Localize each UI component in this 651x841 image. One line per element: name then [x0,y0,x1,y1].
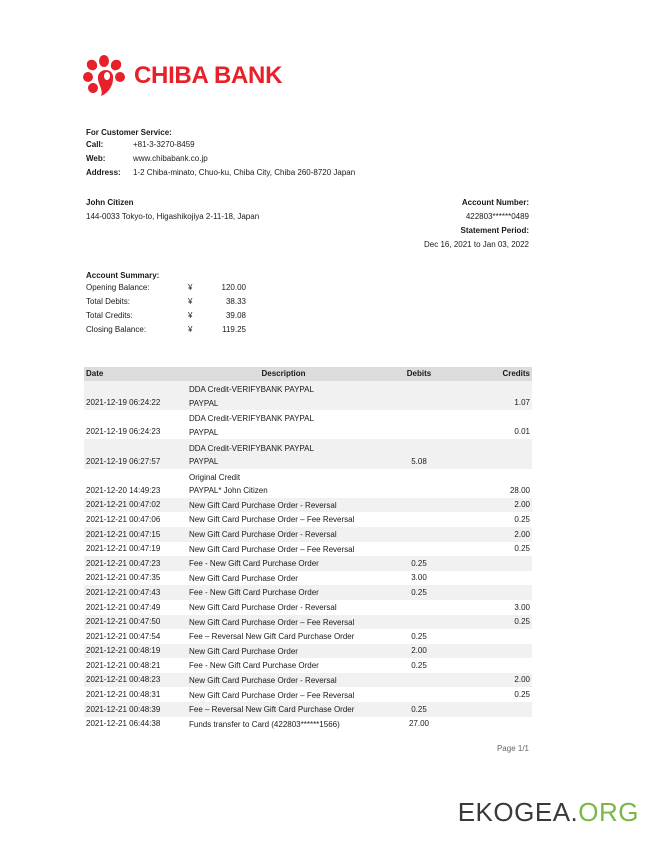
cell-date: 2021-12-21 00:47:54 [86,631,161,641]
cell-debit [380,512,458,527]
description-line: New Gift Card Purchase Order - Reversal [189,675,337,685]
description-line: New Gift Card Purchase Order – Fee Reversal [189,690,355,700]
cell-description [187,410,380,439]
cell-date: 2021-12-21 00:47:23 [84,556,187,571]
cell-debit: 2.00 [380,644,458,659]
description-line: New Gift Card Purchase Order [189,573,298,583]
description-line: Fee – Reversal New Gift Card Purchase Order [189,705,355,715]
cell-description [187,556,380,571]
table-row [84,687,532,702]
cell-date: 2021-12-21 00:47:50 [84,615,187,630]
cell-credit [458,556,532,571]
call-label: Call: [86,140,104,149]
table-row [84,571,532,586]
bank-logo [82,54,292,98]
table-header-row [84,367,532,381]
cell-description [187,585,380,600]
table-row [84,658,532,673]
cell-credit: 2.00 [458,498,532,513]
description-line: New Gift Card Purchase Order – Fee Reversal [189,617,355,627]
cell-description [187,571,380,586]
summary-label: Closing Balance: [86,325,147,334]
cell-credit: 2.00 [458,673,532,688]
cell-debit [380,381,458,410]
watermark [458,797,639,828]
cell-credit [458,571,532,586]
customer-name: John Citizen [86,198,134,207]
transactions-table [84,367,532,731]
table-row [84,381,532,410]
watermark-text: EKOGEA. [457,797,579,827]
cell-credit: 0.25 [514,690,530,700]
summary-row [86,297,246,311]
summary-row [86,325,246,339]
table-row [84,644,532,659]
description-line: PAYPAL [189,457,219,467]
cell-description [187,527,380,542]
cell-debit: 0.25 [411,631,427,641]
cell-description [187,469,380,498]
cell-date: 2021-12-21 00:48:19 [84,644,187,659]
table-row [84,498,532,513]
statement-period: Dec 16, 2021 to Jan 03, 2022 [424,240,529,249]
summary-row [86,283,246,297]
summary-currency: ¥ [188,297,193,306]
header-credits: Credits [458,367,532,381]
cell-debit [380,615,458,630]
cell-description [187,600,380,615]
cell-debit [380,687,458,702]
description-line: New Gift Card Purchase Order – Fee Reversal [189,544,355,554]
table-row [84,469,532,498]
table-row [84,600,532,615]
cell-date: 2021-12-21 00:48:39 [84,702,187,717]
description-line: PAYPAL* John Citizen [189,486,268,496]
description-line: Fee - New Gift Card Purchase Order [189,559,319,569]
cell-date: 2021-12-21 00:47:06 [86,514,161,524]
transactions-body [84,381,532,731]
summary-value: 120.00 [221,283,246,292]
table-row [84,717,532,732]
header-date: Date [84,367,187,381]
description-line: Original Credit [189,472,241,482]
web-link[interactable]: www.chibabank.co.jp [133,154,208,163]
summary-currency: ¥ [188,311,193,320]
cell-date: 2021-12-21 00:48:23 [84,673,187,688]
cell-debit: 0.25 [411,660,427,670]
cell-description [187,629,380,644]
summary-value: 38.33 [225,297,246,306]
description-line: Fee - New Gift Card Purchase Order [189,661,319,671]
description-line: DDA Credit-VERIFYBANK PAYPAL [189,414,314,424]
page-number: Page 1/1 [496,744,529,753]
table-row [84,615,532,630]
cell-debit [380,673,458,688]
table-row [84,527,532,542]
customer-address: 144-0033 Tokyo-to, Higashikojiya 2-11-18, Japan [86,212,260,221]
table-row [84,556,532,571]
cell-debit: 0.25 [380,702,458,717]
cell-description [187,687,380,702]
description-line: New Gift Card Purchase Order [189,646,298,656]
bank-name: CHIBA BANK [134,62,283,89]
cell-credit [458,585,532,600]
cell-description [187,673,380,688]
cell-debit: 0.25 [380,556,458,571]
description-line: New Gift Card Purchase Order - Reversal [189,530,337,540]
cell-description [187,498,380,513]
description-line: New Gift Card Purchase Order – Fee Reversal [189,515,355,525]
cell-date: 2021-12-21 00:47:02 [84,498,187,513]
cell-credit: 2.00 [458,527,532,542]
description-line: Funds transfer to Card (422803******1566) [189,719,340,729]
chiba-bank-flower-icon [82,54,128,98]
description-line: New Gift Card Purchase Order - Reversal [189,500,337,510]
cell-description [187,658,380,673]
cell-credit [458,658,532,673]
table-row [84,702,532,717]
cell-debit [380,469,458,498]
cell-date: 2021-12-19 06:24:23 [86,427,161,437]
summary-label: Total Debits: [86,297,131,306]
summary-currency: ¥ [188,283,193,292]
cell-date: 2021-12-21 00:47:35 [86,573,161,583]
cell-debit [380,600,458,615]
table-row [84,410,532,439]
cell-credit: 0.25 [514,514,530,524]
bank-address: 1-2 Chiba-minato, Chuo-ku, Chiba City, Chiba 260-8720 Japan [133,168,356,177]
cell-credit: 3.00 [514,602,530,612]
cell-date: 2021-12-19 06:27:57 [84,439,187,468]
table-row [84,629,532,644]
statement-period-label: Statement Period: [460,226,529,235]
description-line: PAYPAL [189,398,219,408]
address-label: Address: [86,168,121,177]
cell-date: 2021-12-21 00:47:15 [84,527,187,542]
description-line: Fee – Reversal New Gift Card Purchase Order [189,632,355,642]
call-number[interactable]: +81-3-3270-8459 [133,140,195,149]
description-line: DDA Credit-VERIFYBANK PAYPAL [189,385,314,395]
cell-description [187,702,380,717]
cell-description [187,381,380,410]
summary-label: Total Credits: [86,311,133,320]
summary-value: 119.25 [222,325,246,334]
web-label: Web: [86,154,106,163]
header-debits: Debits [380,367,458,381]
customer-service-title: For Customer Service: [86,128,172,137]
summary-currency: ¥ [188,325,193,334]
cell-credit [458,717,532,732]
cell-credit: 0.25 [458,615,532,630]
summary-label: Opening Balance: [86,283,150,292]
cell-date: 2021-12-21 00:47:19 [86,544,161,554]
cell-debit [380,527,458,542]
cell-credit [458,644,532,659]
cell-date: 2021-12-20 14:49:23 [86,485,161,495]
table-row [84,673,532,688]
cell-debit: 0.25 [380,585,458,600]
cell-debit: 5.08 [380,439,458,468]
account-summary-title: Account Summary: [86,271,160,280]
description-line: PAYPAL [189,427,219,437]
cell-date: 2021-12-21 00:48:31 [86,690,161,700]
cell-debit [380,410,458,439]
description-line: Fee - New Gift Card Purchase Order [189,588,319,598]
cell-date: 2021-12-21 00:47:43 [84,585,187,600]
cell-debit: 3.00 [411,573,427,583]
cell-description [187,542,380,557]
cell-description [187,615,380,630]
cell-debit [380,542,458,557]
table-row [84,585,532,600]
cell-date: 2021-12-21 06:44:38 [86,719,161,729]
cell-date: 2021-12-21 00:48:21 [86,660,161,670]
cell-credit [458,629,532,644]
table-row [84,512,532,527]
cell-credit: 28.00 [509,485,530,495]
cell-credit: 0.01 [514,427,530,437]
cell-debit: 27.00 [408,719,430,729]
cell-description [187,717,380,732]
summary-row [86,311,246,325]
cell-credit: 0.25 [514,544,530,554]
cell-date: 2021-12-19 06:24:22 [84,381,187,410]
cell-description [187,512,380,527]
description-line: DDA Credit-VERIFYBANK PAYPAL [189,443,314,453]
cell-description [187,439,380,468]
cell-credit [458,439,532,468]
header-description: Description [187,367,380,381]
description-line: New Gift Card Purchase Order - Reversal [189,603,337,612]
table-row [84,542,532,557]
watermark-accent-text: ORG [578,797,639,827]
account-number: 422803******0489 [465,212,529,221]
cell-date: 2021-12-21 00:47:49 [86,602,161,612]
cell-description [187,644,380,659]
table-row [84,439,532,468]
cell-credit: 1.07 [458,381,532,410]
cell-credit [458,702,532,717]
summary-value: 39.08 [225,311,246,320]
account-number-label: Account Number: [461,198,529,207]
cell-debit [380,498,458,513]
